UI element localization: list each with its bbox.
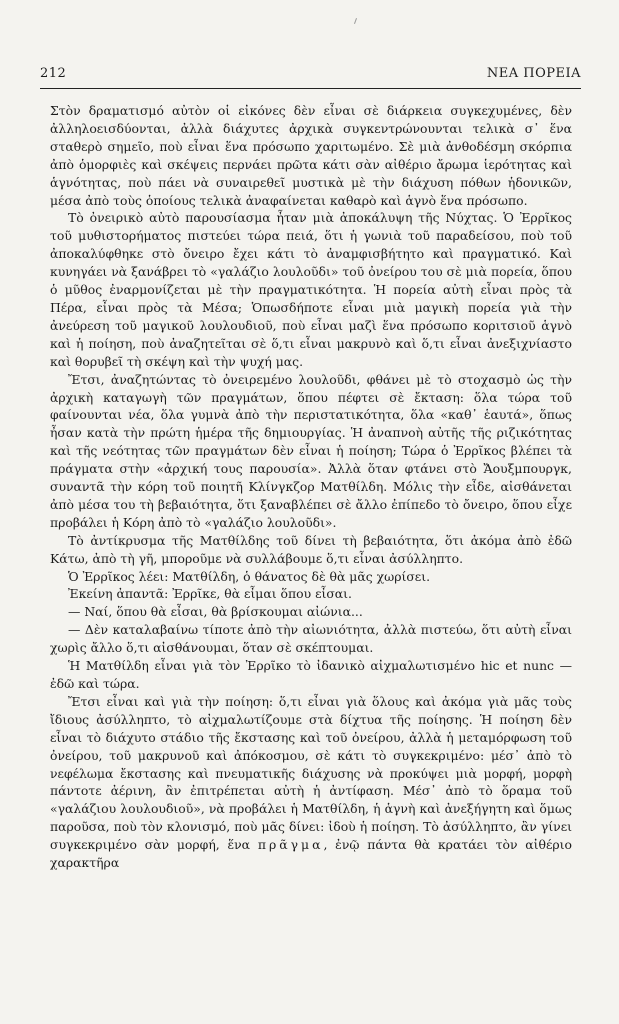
- paragraph-text: Ἔτσι εἶναι καὶ γιὰ τὴν ποίηση: ὅ,τι εἶναι γιὰ ὅλους καὶ ἀκόμα γιὰ μᾶς τοὺς ἴδιους ἀσύλληπτο, τὸ αἰχμαλωτίζουμε στὰ δίχτυα τῆς ποίησης. Ἡ ποίηση δὲν εἶναι τὸ διάχυτο στάδιο τῆς ἔκστασης καὶ τοῦ ὀνείρου, ἀλλὰ ἡ μεταμόρφωση τοῦ ὀνείρου, τοῦ μακρυνοῦ καὶ ἀπόκοσμου, σὲ κάτι τὸ συγκεκριμένο: μέσ᾿ ἀπὸ τὸ νεφέλωμα ἔκστασης καὶ πνευματικῆς διάχυσης νὰ προκύψει μιὰ μορφή, μορφὴ πάντοτε ἀέρινη, ἂν ἐπιτρέπεται αὐτὴ ἡ ἀντίφαση. Μέσ᾿ ἀπὸ τὸ ὅραμα τοῦ «γαλάζιου λουλουδιοῦ», νὰ προβάλει ἡ Ματθίλδη, ἡ ἁγνὴ καὶ ἀνεξήγητη καὶ ὅμως παροῦσα, ποὺ τὸν κλονισμό, ποὺ μᾶς δίνει: ἰδοὺ ἡ ποίηση. Τὸ ἀσύλληπτο, ἂν γίνει συγκεκριμένο σὰν μορφή, ἕνα: [50, 693, 572, 853]
- paragraph-tail: , ἐνῷ πάντα θὰ κρατάει τὸν αἰθέριο χαρακτῆρα: [50, 837, 572, 871]
- paragraph: Ἔτσι, ἀναζητώντας τὸ ὀνειρεμένο λουλοῦδι, φθάνει μὲ τὸ στοχασμὸ ὡς τὴν ἀρχικὴ καταγωγὴ τῶν πραγμάτων, ὅπου πέφτει σὲ ἔκταση: ὅλα τώρα τοῦ φαίνουνται νέα, ὅλα γυμνὰ ἀπὸ τὴν περιστατικότητα, ὅλα «καθ᾿ ἑαυτά», ὅπως ἦσαν κατὰ τὴν πρώτη ἡμέρα τῆς δημιουργίας. Ἡ ἀναπνοὴ αὐτῆς τῆς ριζικότητας καὶ τῆς νεότητας τῶν πραγμάτων δὲν εἶναι ἡ ποίηση; Τώρα ὁ Ἐρρῖκος βλέπει τὰ πράγματα στὴν «ἀρχική τους παρουσία». Ἀλλὰ ὅταν φτάνει στὸ Ἄουξμπουργκ, συναντᾶ τὴν κόρη τοῦ ποιητῆ Κλίνγκζορ Ματθίλδη. Μόλις τὴν εἶδε, αἰσθάνεται ἀπὸ μέσα του τὴ βεβαιότητα, ὅτι ξαναβλέπει σὲ ἄλλο ἐπίπεδο τὸ ὄνειρο, ὅπου εἶχε προβάλει ἡ Κόρη ἀπὸ τὸ «γαλάζιο λουλοῦδι».: [50, 371, 572, 530]
- page-number: 212: [40, 66, 67, 81]
- paragraph: Τὸ ὀνειρικὸ αὐτὸ παρουσίασμα ἦταν μιὰ ἀποκάλυψη τῆς Νύχτας. Ὁ Ἐρρῖκος τοῦ μυθιστορήματος πιστεύει τώρα πειά, ὅτι ἡ γωνιὰ τοῦ παραδείσου, ποὺ τοῦ ἀποκαλύφθηκε στὸ ὄνειρο ἔχει κάτι τὸ ἀναμφισβήτητο καὶ πραγματικό. Καὶ κυνηγάει νὰ ξανάβρει τὸ «γαλάζιο λουλοῦδι» τοῦ ὀνείρου του σὲ μιὰ πορεία, ὅπου ὁ μῦθος ἐναρμονίζεται μὲ τὴν πραγματικότητα. Ἡ πορεία αὐτὴ εἶναι πρὸς τὰ Πέρα, εἶναι πρὸς τὰ Μέσα; Ὁπωσδήποτε εἶναι μιὰ μαγικὴ πορεία γιὰ τὴν ἀνεύρεση τοῦ μαγικοῦ λουλουδιοῦ, ποὺ εἶναι μαζὶ ἕνα πρόσωπο κοριτσιοῦ ἁγνὸ καὶ ἡ ποίηση, ποὺ ἀναζητεῖται σὲ ὅ,τι εἶναι μακρυνὸ καὶ ὅ,τι εἶναι ἀνεξιχνίαστο καὶ θορυβεῖ τὴ σκέψη καὶ τὴν ψυχή μας.: [50, 210, 572, 369]
- spaced-word: πρᾶγμα: [257, 837, 324, 853]
- running-title: ΝΕΑ ΠΟΡΕΙΑ: [486, 66, 581, 81]
- header-rule: [40, 88, 581, 89]
- body-text: [50, 102, 572, 872]
- paragraph: Τὸ ἀντίκρυσμα τῆς Ματθίλδης τοῦ δίνει τὴ βεβαιότητα, ὅτι ἀκόμα ἀπὸ ἐδῶ Κάτω, ἀπὸ τὴ γῆ, μποροῦμε νὰ συλλάβουμε ὅ,τι εἶναι ἀσύλληπτο.: [50, 532, 572, 566]
- running-header: [40, 66, 581, 82]
- dialogue-line: — Ναί, ὅπου θὰ εἶσαι, θὰ βρίσκουμαι αἰώνια...: [68, 604, 363, 620]
- paragraph: Στὸν δραματισμό αὐτὸν οἱ εἰκόνες δὲν εἶναι σὲ διάρκεια συγκεχυμένες, δὲν ἀλληλοεισδύονται, ἀλλὰ διάχυτες ἀρχικὰ συγκεντρώνουνται τελικὰ σ᾿ ἕνα σταθερὸ σημεῖο, ποὺ εἶναι ἕνα πρόσωπο χαριτωμένο. Σὲ μιὰ ἀνθοδέσμη σκόρπια ἀπὸ ὁμορφιὲς καὶ σκέψεις περνάει πρῶτα κάτι σὰν αἰθέριο ἄρωμα ἱερότητας καὶ ἁγνότητας, ποὺ πάει νὰ συναιρεθεῖ μυστικὰ μὲ τὴν διάχυση πόθων ἡδονικῶν, μέσα ἀπὸ τοὺς ὁποίους τελικὰ ἀναφαίνεται καθαρὸ καὶ ἁγνὸ ἕνα πρόσωπο.: [50, 103, 572, 208]
- paragraph: [50, 693, 572, 872]
- paragraph: Ἡ Ματθίλδη εἶναι γιὰ τὸν Ἐρρῖκο τὸ ἰδανικὸ αἰχμαλωτισμένο hic et nunc — ἐδῶ καὶ τώρα.: [50, 658, 572, 691]
- paper-speck: [354, 18, 357, 24]
- dialogue-line: Ὁ Ἐρρῖκος λέει: Ματθίλδη, ὁ θάνατος δὲ θὰ μᾶς χωρίσει.: [68, 568, 431, 584]
- dialogue-line: Ἐκείνη ἀπαντᾶ: Ἐρρῖκε, θὰ εἶμαι ὅπου εἶσαι.: [68, 586, 352, 602]
- dialogue-line: — Δὲν καταλαβαίνω τίποτε ἀπὸ τὴν αἰωνιότητα, ἀλλὰ πιστεύω, ὅτι αὐτὴ εἶναι χωρὶς ἄλλο ὅ,τι αἰσθάνουμαι, ὅταν σὲ σκέπτουμαι.: [50, 622, 572, 656]
